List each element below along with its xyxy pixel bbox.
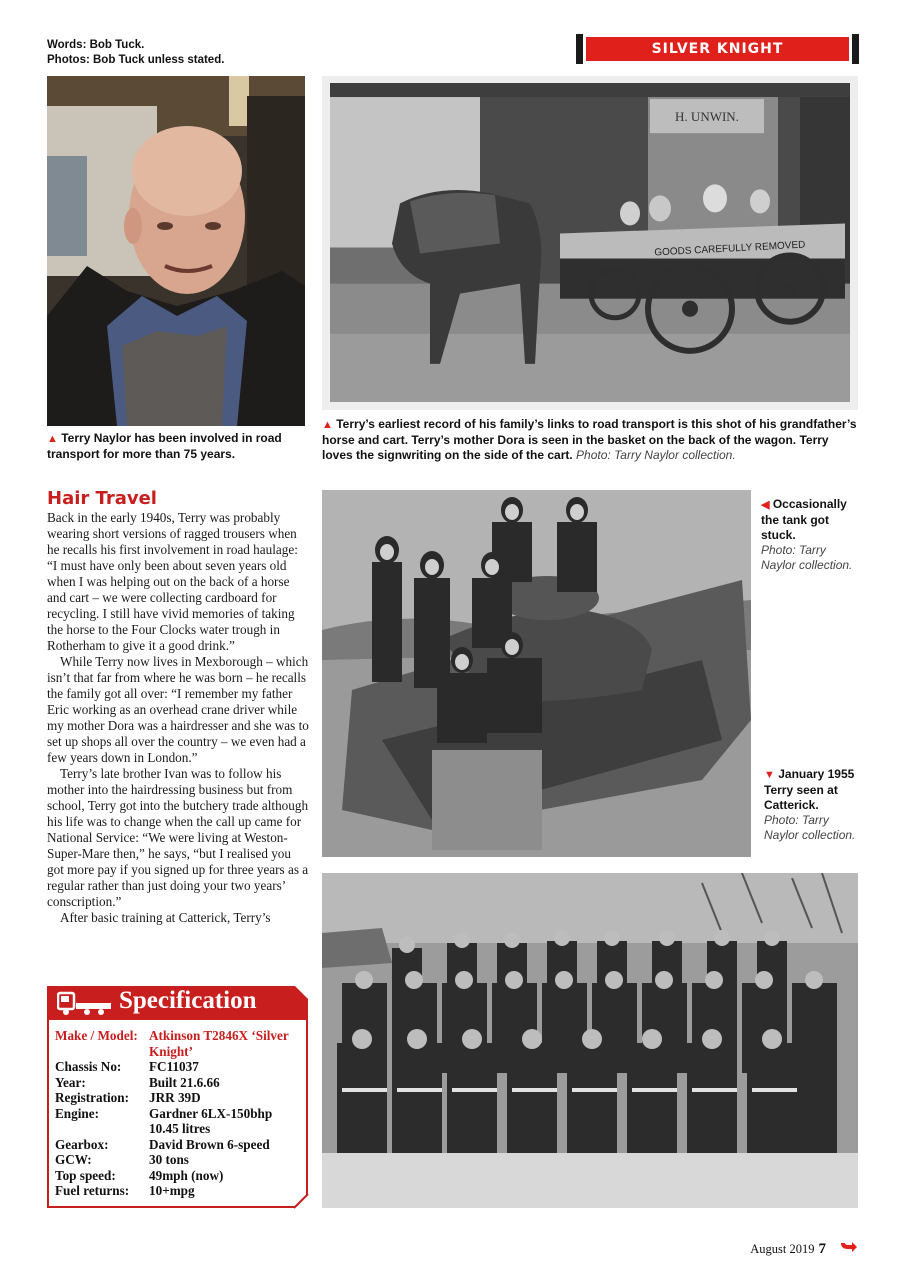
caption-arrow-up-icon: ▲	[322, 419, 333, 431]
photos-credit: Photos: Bob Tuck unless stated.	[47, 54, 225, 66]
tank-photo	[322, 490, 751, 857]
truck-icon	[57, 990, 113, 1016]
shop-sign-text: H. UNWIN.	[675, 109, 739, 125]
page-folio	[750, 1241, 858, 1258]
portrait-caption: ▲ Terry Naylor has been involved in road transport for more than 75 years.	[47, 431, 282, 461]
credits	[47, 38, 224, 68]
spec-corner-cut	[295, 986, 309, 1020]
specification-title: Specification	[119, 987, 257, 1014]
spec-row-chassis: Chassis No: FC11037	[55, 1059, 199, 1074]
specification-rows	[55, 1028, 305, 1199]
specification-box	[47, 986, 308, 1208]
tank-caption: ◀ Occasionally the tank got stuck. Photo: Tarry Naylor collection.	[761, 497, 861, 573]
section-label: SILVER KNIGHT	[586, 37, 849, 61]
section-bar-left-stripe	[576, 34, 583, 64]
issue-date: August 2019	[750, 1242, 815, 1256]
spec-row-engine: Engine: Gardner 6LX-150bhp	[55, 1105, 273, 1121]
catterick-caption: ▼ January 1955 Terry seen at Catterick. Photo: Tarry Naylor collection.	[764, 767, 856, 842]
section-label-bar	[576, 34, 859, 64]
caption-arrow-left-icon: ◀	[761, 499, 770, 511]
article-paragraph: After basic training at Catterick, Terry’s	[60, 910, 271, 925]
article-paragraph: Terry’s late brother Ivan was to follow his mother into the hairdressing business but from school, Terry got into the butchery trade although his life was to change when the call up came for National Service: “We were living at Weston-Super-Mare then,” he says, “but I realised you got more pay if you signed up for three years as a regular rather than just doing your two years’ conscription.”	[47, 766, 309, 909]
caption-arrow-up-icon: ▲	[47, 433, 58, 445]
article-body	[47, 510, 309, 926]
spec-row-make-model: Make / Model: Atkinson T2846X ‘Silver Knight’	[55, 1028, 289, 1059]
cart-sign-text: GOODS CAREFULLY REMOVED	[654, 239, 806, 259]
caption-arrow-down-icon: ▼	[764, 769, 775, 781]
spec-row-year: Year: Built 21.6.66	[55, 1074, 220, 1090]
catterick-group-photo	[322, 873, 858, 1208]
article-paragraph: Back in the early 1940s, Terry was probably wearing short versions of ragged trousers when he recalls his first involvement in road haulage: “I must have only been about seven years old when I was helping out on the back of a horse and cart – we were collecting cardboard for recycling. I still have vivid memories of taking the horse to the Four Clocks water trough in Rotherham to give it a good drink.”	[47, 510, 298, 653]
spec-row-gcw: GCW: 30 tons	[55, 1152, 189, 1167]
portrait-photo	[47, 76, 305, 426]
article-heading: Hair Travel	[47, 488, 157, 509]
spec-row-gearbox: Gearbox: David Brown 6-speed	[55, 1136, 270, 1152]
horse-cart-caption: ▲ Terry’s earliest record of his family’s links to road transport is this shot of his grandfather’s horse and cart. Terry’s mother Dora is seen in the basket on the back of the wagon. Terry loves the signwriting on the side of the cart. Photo: Tarry Naylor collection.	[322, 417, 857, 462]
spec-row-engine-capacity: 10.45 litres	[149, 1121, 211, 1136]
article-paragraph: While Terry now lives in Mexborough – which isn’t that far from where he was born – he recalls the family got all over: “I remember my father Eric working as an overhead crane driver while my mother Dora was a hairdresser and she was to set up shops all over the country – we even had a few years down in London.”	[47, 654, 309, 765]
horse-cart-photo	[322, 76, 858, 410]
words-credit: Words: Bob Tuck.	[47, 39, 145, 51]
page-number: 7	[818, 1241, 826, 1257]
specification-header	[47, 986, 308, 1020]
catterick-photo-credit: Photo: Tarry Naylor collection.	[764, 813, 856, 842]
section-bar-right-stripe	[852, 34, 859, 64]
spec-row-registration: Registration: JRR 39D	[55, 1090, 201, 1105]
spec-row-top-speed: Top speed: 49mph (now)	[55, 1167, 224, 1183]
horse-cart-photo-credit: Photo: Tarry Naylor collection.	[576, 448, 736, 462]
tank-photo-credit: Photo: Tarry Naylor collection.	[761, 543, 853, 572]
next-page-arrow-icon	[840, 1241, 858, 1253]
spec-row-fuel-returns: Fuel returns: 10+mpg	[55, 1183, 195, 1198]
